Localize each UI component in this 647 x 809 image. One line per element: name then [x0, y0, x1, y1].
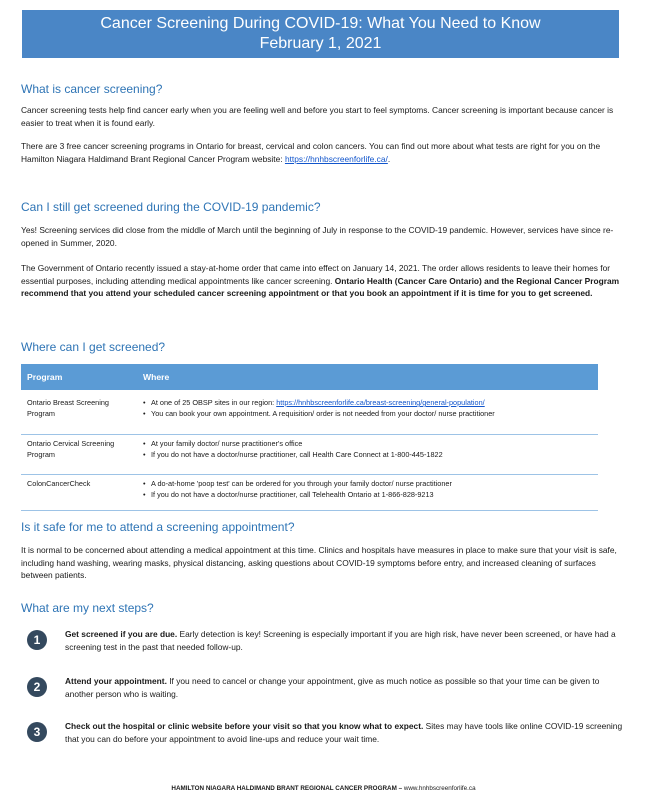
program-name: ColonCancerCheck [21, 475, 137, 511]
step-text [65, 628, 623, 654]
bullet-item: • You can book your own appointment. A requisition/ order is not needed from your doctor/ nurse practitioner [143, 409, 594, 420]
period: . [387, 153, 391, 164]
screening-programs-table [21, 364, 598, 511]
page-date: February 1, 2021 [259, 35, 382, 52]
heading-is-it-safe: Is it safe for me to attend a screening appointment? [21, 520, 295, 534]
step-text [65, 720, 623, 746]
step-item [27, 720, 623, 746]
bullet-item: • At your family doctor/ nurse practitioner's office [143, 439, 594, 450]
screenforlife-link[interactable]: https://hnhbscreenforlife.ca/ [284, 153, 388, 164]
heading-what-is-screening: What is cancer screening? [21, 82, 163, 96]
bullet-item: • If you do not have a doctor/nurse practitioner, call Telehealth Ontario at 1-866-828-9213 [143, 490, 594, 501]
step-number-badge: 3 [27, 722, 47, 742]
bullet-text: At one of 25 OBSP sites in our region: [151, 398, 277, 407]
footer-org: HAMILTON NIAGARA HALDIMAND BRANT REGIONAL CANCER PROGRAM – [171, 785, 404, 792]
step-body-text: Sites may have tools like online COVID-19 screening that you can do before your appointment to avoid line-ups and reduce your wait time. [65, 721, 623, 744]
bullet-item: • A do-at-home 'poop test' can be ordered for you through your family doctor/ nurse practitioner [143, 479, 594, 490]
heading-covid-pandemic: Can I still get screened during the COVID-19 pandemic? [21, 200, 321, 214]
stay-at-home-text: The Government of Ontario recently issued a stay-at-home order that came into effect on January 14, 2021. The order allows residents to leave their homes for essential purposes, including attending medical appointments like cancer screening. [21, 263, 611, 286]
paragraph-screening-intro: Cancer screening tests help find cancer early when you are feeling well and before you start to feel symptoms. Cancer screening is important because cancer is easier to treat when it is found early. [21, 105, 614, 128]
step-item [27, 628, 623, 654]
heading-next-steps: What are my next steps? [21, 601, 154, 615]
step-item [27, 675, 623, 701]
step-text [65, 675, 623, 701]
table-row [21, 435, 598, 475]
page-footer [0, 785, 647, 792]
paragraph-programs-text: There are 3 free cancer screening programs in Ontario for breast, cervical and colon cancers. You can find out more about what tests are right for you on the Hamilton Niagara Haldimand Brant Regional Cancer Program website: [21, 141, 601, 164]
program-where [137, 475, 598, 511]
program-where [137, 435, 598, 475]
column-header-where: Where [137, 364, 598, 390]
table-row [21, 475, 598, 511]
table-row [21, 390, 598, 435]
step-bold-text: Check out the hospital or clinic website before your visit so that you know what to expect. [65, 721, 424, 731]
table-header-row [21, 364, 598, 390]
step-bold-text: Attend your appointment. [65, 676, 167, 686]
step-body-text: Early detection is key! Screening is especially important if you are high risk, have never been screened, or have had a screening test in the past that needed follow-up. [65, 629, 616, 652]
program-name: Ontario Breast Screening Program [21, 390, 137, 435]
paragraph-services-closed: Yes! Screening services did close from the middle of March until the beginning of July in response to the COVID-19 pandemic. However, services have since re-opened in Summer, 2020. [21, 225, 614, 248]
bullet-item: • If you do not have a doctor/nurse practitioner, call Health Care Connect at 1-800-445-1822 [143, 450, 594, 461]
paragraph-safety: It is normal to be concerned about attending a medical appointment at this time. Clinics and hospitals have measures in place to make sure that your visit is safe, including hand washing, wearing masks, physical distancing, asking questions about COVID-19 symptoms before entry, and increased cleaning of surfaces between patients. [21, 545, 617, 581]
paragraph-stay-at-home [21, 262, 621, 300]
footer-website: www.hnhbscreenforlife.ca [403, 785, 476, 792]
program-where [137, 390, 598, 435]
step-body-text: If you need to cancel or change your appointment, give as much notice as possible so that your time can be given to another person who is waiting. [65, 676, 600, 699]
column-header-program: Program [21, 364, 137, 390]
bullet-item [143, 398, 594, 409]
heading-where-screened: Where can I get screened? [21, 340, 166, 354]
breast-screening-link[interactable]: https://hnhbscreenforlife.ca/breast-screening/general-population/ [276, 398, 485, 407]
step-bold-text: Get screened if you are due. [65, 629, 178, 639]
recommendation-text: Ontario Health (Cancer Care Ontario) and the Regional Cancer Program recommend that you attend your scheduled cancer screening appointment or that you book an appointment if it is time for you to get screened. [21, 275, 620, 299]
paragraph-programs [21, 140, 621, 165]
page-title: Cancer Screening During COVID-19: What You Need to Know [100, 15, 541, 32]
program-name: Ontario Cervical Screening Program [21, 435, 137, 475]
step-number-badge: 2 [27, 677, 47, 697]
step-number-badge: 1 [27, 630, 47, 650]
title-banner [22, 10, 619, 58]
